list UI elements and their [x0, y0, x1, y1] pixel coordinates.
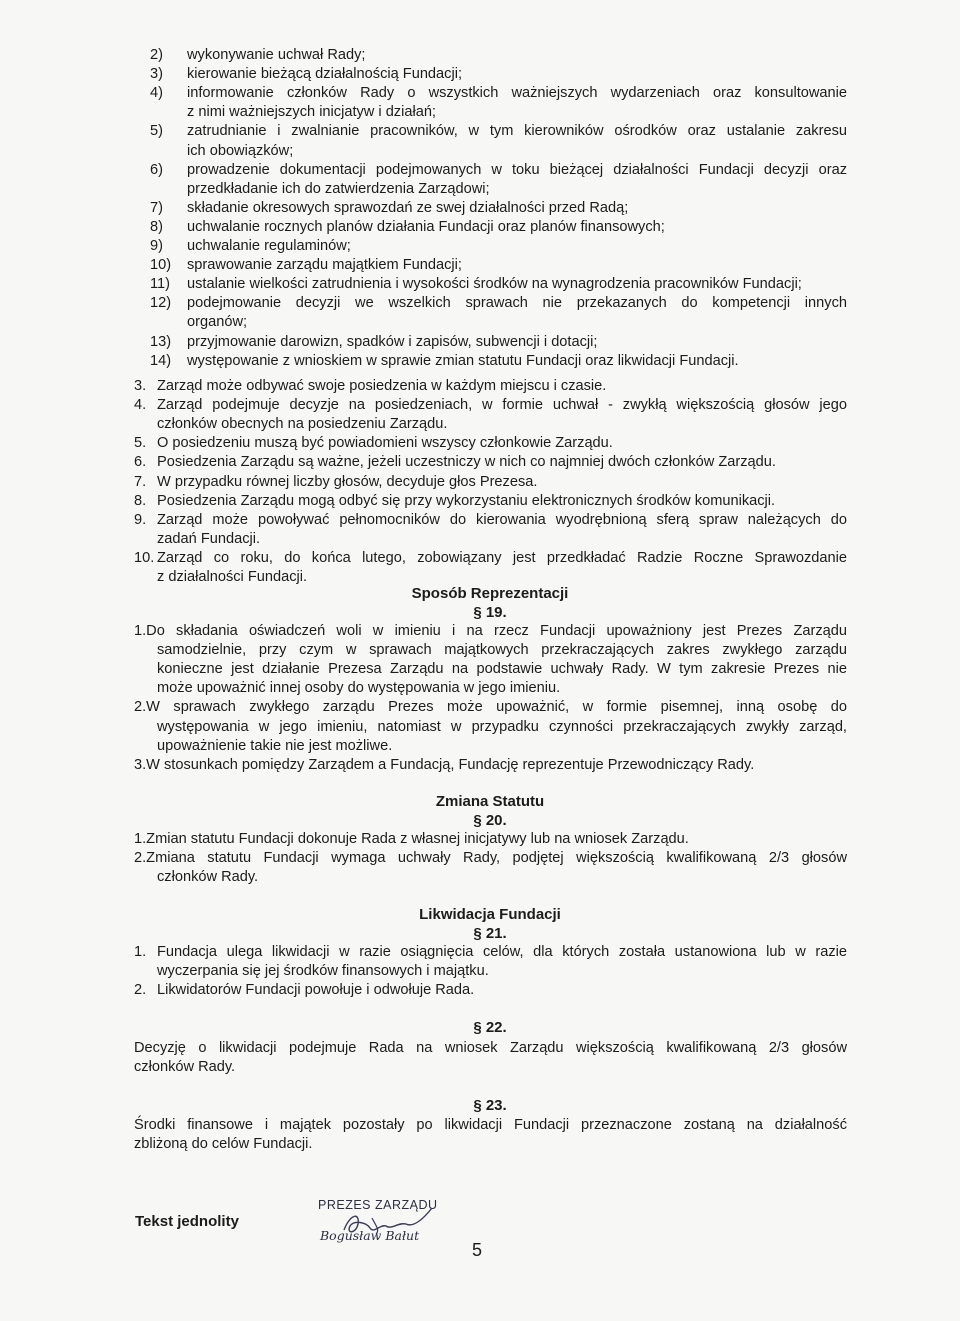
text-line: prowadzenie dokumentacji podejmowanych w toku bieżącej działalności Fundacji decyzji oraz	[187, 161, 847, 178]
text-line: Posiedzenia Zarządu mogą odbyć się przy wykorzystaniu elektronicznych środków komunikacji.	[157, 492, 776, 509]
text-line: zbliżoną do celów Fundacji.	[134, 1136, 313, 1153]
text-line: zatrudnianie i zwalnianie pracowników, w tym kierowników ośrodków oraz ustalanie zakresu	[187, 123, 847, 140]
item-number: 3)	[150, 66, 163, 83]
text-line: członków obecnych na posiedzeniu Zarządu.	[157, 416, 448, 433]
text-line: występowanie z wnioskiem w sprawie zmian statutu Fundacji oraz likwidacji Fundacji.	[187, 352, 739, 369]
text-line: 1.Do składania oświadczeń woli w imieniu i na rzecz Fundacji upoważniony jest Prezes Zarządu	[134, 623, 847, 639]
text-line: wykonywanie uchwał Rady;	[187, 47, 366, 63]
text-line: O posiedzeniu muszą być powiadomieni wszyscy członkowie Zarządu.	[157, 435, 613, 452]
text-line: ustalanie wielkości zatrudnienia i wysokości środków na wynagrodzenia pracowników Fundacji;	[187, 276, 802, 293]
text-line: występowania w jego imieniu, natomiast w przypadku czynności przekraczających zwykły zarząd,	[157, 718, 847, 735]
text-line: Środki finansowe i majątek pozostały po likwidacji Fundacji przeznaczone zostaną na działalność	[134, 1117, 847, 1133]
stamp-title: PREZES ZARZĄDU	[318, 1198, 438, 1212]
text-line: 1.Zmian statutu Fundacji dokonuje Rada z własnej inicjatywy lub na wniosek Zarządu.	[134, 831, 689, 847]
text-line: z nimi ważniejszych inicjatyw i działań;	[187, 104, 436, 121]
signature-stamp	[306, 1196, 446, 1252]
text-line: przyjmowanie darowizn, spadków i zapisów, subwencji i dotacji;	[187, 333, 598, 350]
text-line: członków Rady.	[157, 869, 259, 886]
text-line: Likwidatorów Fundacji powołuje i odwołuje Rada.	[157, 982, 475, 999]
item-number: 4)	[150, 85, 163, 102]
text-line: Zarząd co roku, do końca lutego, zobowiązany jest przedkładać Radzie Roczne Sprawozdanie	[157, 549, 847, 566]
item-number: 14)	[150, 352, 172, 369]
text-line: W przypadku równej liczby głosów, decyduje głos Prezesa.	[157, 473, 538, 490]
paragraph-sign: § 22.	[473, 1019, 507, 1036]
text-line: członków Rady.	[134, 1059, 236, 1076]
item-number: 3.	[134, 378, 147, 394]
text-line: zadań Fundacji.	[157, 530, 261, 547]
item-number: 8)	[150, 218, 163, 235]
section-heading: Likwidacja Fundacji	[419, 906, 561, 923]
text-line: 2.Zmiana statutu Fundacji wymaga uchwały Rady, podjętej większością kwalifikowaną 2/3 głosów	[134, 850, 847, 867]
text-line: ich obowiązków;	[187, 142, 294, 159]
text-line: składanie okresowych sprawozdań ze swej działalności przed Radą;	[187, 199, 629, 216]
paragraph-sign: § 21.	[473, 925, 507, 942]
item-number: 8.	[134, 492, 147, 509]
text-line: organów;	[187, 314, 248, 331]
item-number: 5)	[150, 123, 163, 140]
text-line: samodzielnie, przy czym w sprawach majątkowych przekraczających zakres zwykłego zarządu	[157, 642, 847, 659]
stamp-name: Bogusław Bałut	[320, 1228, 420, 1243]
text-line: Zarząd może odbywać swoje posiedzenia w każdym miejscu i czasie.	[157, 378, 607, 394]
text-line: konieczne jest działanie Prezesa Zarządu na podstawie uchwały Rady. W tym zakresie Prezes nie	[157, 661, 847, 678]
text-line: informowanie członków Rady o wszystkich ważniejszych wydarzeniach oraz konsultowanie	[187, 85, 847, 102]
page-number: 5	[472, 1240, 483, 1260]
paragraph-sign: § 20.	[473, 812, 507, 829]
section-heading: Zmiana Statutu	[435, 793, 545, 810]
text-line: upoważnienie takie nie jest możliwe.	[157, 737, 393, 754]
footer-label: Tekst jednolity	[135, 1213, 239, 1230]
text-line: Zarząd podejmuje decyzje na posiedzeniach, w formie uchwał - zwykłą większością głosów jego	[157, 397, 847, 414]
item-number: 6)	[150, 161, 163, 178]
section-heading: Sposób Reprezentacji	[411, 585, 569, 602]
item-number: 7)	[150, 199, 163, 216]
paragraph-sign: § 19.	[473, 604, 507, 621]
text-line: wyczerpania się jej środków finansowych i majątku.	[157, 963, 489, 980]
item-number: 4.	[134, 397, 147, 414]
paragraph-sign: § 23.	[473, 1097, 507, 1114]
text-line: Decyzję o likwidacji podejmuje Rada na wniosek Zarządu większością kwalifikowaną 2/3 głosów	[134, 1040, 847, 1056]
text-line: uchwalanie rocznych planów działania Fundacji oraz planów finansowych;	[187, 218, 665, 235]
item-number: 11)	[150, 276, 171, 293]
item-number: 12)	[150, 295, 172, 312]
text-line: 3.W stosunkach pomiędzy Zarządem a Fundacją, Fundację reprezentuje Przewodniczący Rady.	[134, 756, 755, 773]
text-line: 2.W sprawach zwykłego zarządu Prezes może upoważnić, w formie pisemnej, inną osobę do	[134, 699, 847, 716]
text-line: przedkładanie ich do zatwierdzenia Zarządowi;	[187, 180, 490, 197]
item-number: 13)	[150, 333, 172, 350]
item-number: 7.	[134, 473, 147, 490]
item-number: 2)	[150, 47, 163, 63]
text-line: z działalności Fundacji.	[157, 569, 308, 585]
text-line: podejmowanie decyzji we wszelkich sprawach nie przekazanych do kompetencji innych	[187, 295, 847, 312]
text-line: kierowanie bieżącą działalnością Fundacji;	[187, 66, 463, 83]
item-number: 2.	[134, 982, 147, 999]
item-number: 9.	[134, 511, 147, 528]
text-line: Fundacja ulega likwidacji w razie osiągnięcia celów, dla których została ustanowiona lub w razie	[157, 944, 847, 960]
item-number: 6.	[134, 454, 147, 471]
text-line: uchwalanie regulaminów;	[187, 238, 351, 254]
item-number: 1.	[134, 944, 147, 960]
item-number: 10)	[150, 257, 172, 274]
item-number: 5.	[134, 435, 147, 452]
text-line: sprawowanie zarządu majątkiem Fundacji;	[187, 257, 462, 274]
text-line: może upoważnić innej osoby do występowania w jego imieniu.	[157, 680, 561, 697]
text-line: Posiedzenia Zarządu są ważne, jeżeli uczestniczy w nich co najmniej dwóch członków Zarządu.	[157, 454, 776, 471]
item-number: 9)	[150, 238, 163, 254]
text-line: Zarząd może powoływać pełnomocników do kierowania wyodrębnioną sferą spraw należących do	[157, 511, 847, 528]
item-number: 10.	[134, 549, 155, 566]
